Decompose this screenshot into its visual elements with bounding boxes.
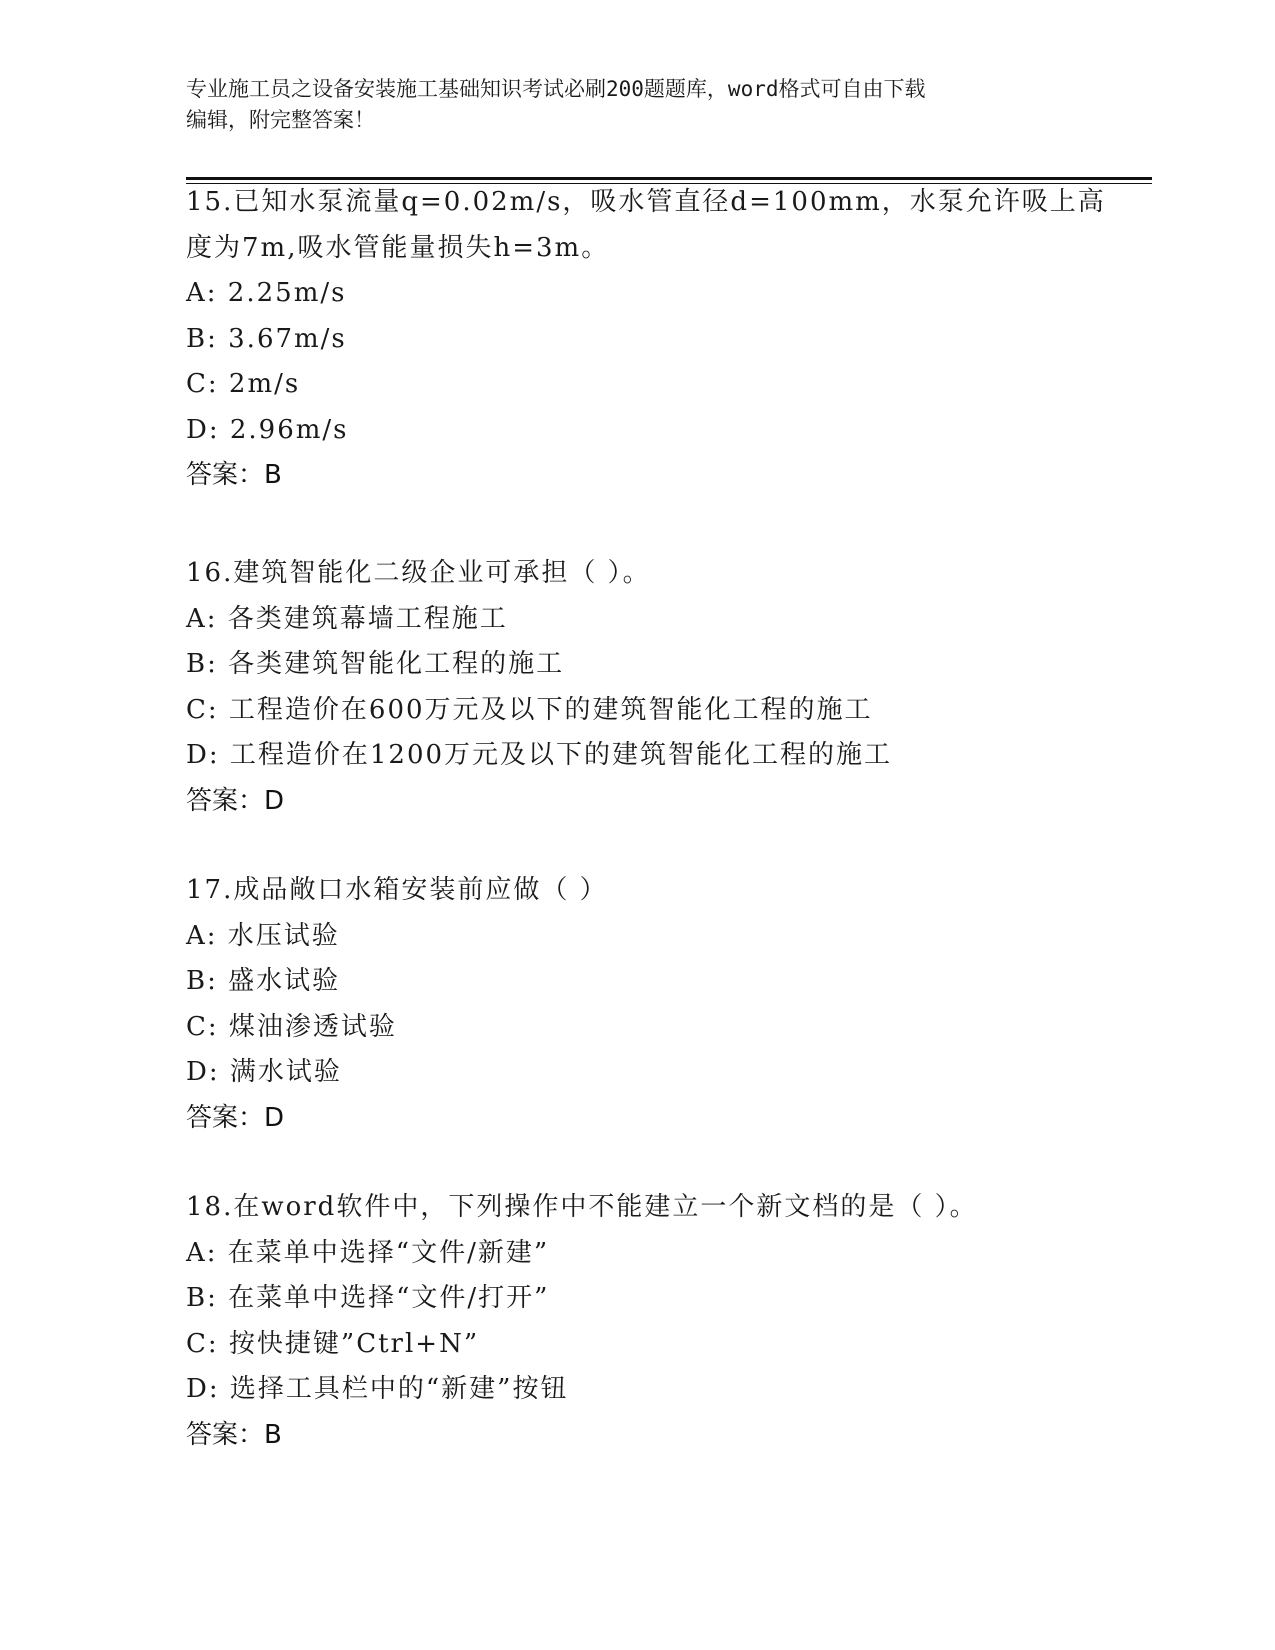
question-stem-line: 16.建筑智能化二级企业可承担（ ）。 — [186, 558, 651, 588]
option-b: B: 在菜单中选择“文件/打开” — [186, 1283, 550, 1313]
option-a: A: 水压试验 — [186, 920, 340, 951]
answer-line — [186, 453, 1086, 499]
option-d: D: 满水试验 — [186, 1057, 342, 1087]
question-17 — [186, 868, 1086, 1141]
answer-line — [186, 1096, 1086, 1142]
answer-value: D — [264, 785, 285, 816]
header-title-line-2: 编辑，附完整答案！ — [186, 108, 375, 132]
option-b: B: 3.67m/s — [186, 323, 347, 354]
header-title-line-1: 专业施工员之设备安装施工基础知识考试必刷200题题库，word格式可自由下载 — [186, 77, 926, 101]
option-b: B: 各类建筑智能化工程的施工 — [186, 649, 565, 679]
option-d: D: 2.96m/s — [186, 414, 349, 445]
question-stem-line: 18.在word软件中，下列操作中不能建立一个新文档的是（ ）。 — [186, 1192, 978, 1222]
option-d: D: 选择工具栏中的“新建”按钮 — [186, 1374, 569, 1404]
answer-value: B — [264, 460, 282, 490]
question-stem-line: 15.已知水泵流量q=0.02m/s，吸水管直径d=100mm，水泵允许吸上高 — [186, 187, 1106, 217]
option-a: A: 各类建筑幕墙工程施工 — [186, 603, 508, 634]
option-c: C: 工程造价在600万元及以下的建筑智能化工程的施工 — [186, 694, 873, 725]
option-a: A: 2.25m/s — [186, 278, 347, 308]
option-a: A: 在菜单中选择“文件/新建” — [186, 1237, 550, 1268]
option-c: C: 按快捷键”Ctrl+N” — [186, 1328, 480, 1359]
question-15 — [186, 180, 1106, 499]
question-stem-line: 度为7m,吸水管能量损失h=3m。 — [186, 232, 610, 263]
option-c: C: 2m/s — [186, 369, 301, 399]
option-c: C: 煤油渗透试验 — [186, 1011, 397, 1042]
answer-line — [186, 1413, 1086, 1459]
question-16 — [186, 551, 1086, 824]
answer-label: 答案： — [186, 785, 265, 816]
question-stem-line: 17.成品敞口水箱安装前应做（ ） — [186, 875, 608, 905]
question-18 — [186, 1185, 1086, 1458]
answer-label: 答案： — [186, 1102, 265, 1133]
document-header — [186, 74, 1086, 136]
answer-label: 答案： — [186, 1419, 265, 1450]
option-b: B: 盛水试验 — [186, 966, 341, 996]
answer-value: D — [264, 1102, 285, 1133]
answer-label: 答案： — [186, 460, 265, 490]
answer-line — [186, 779, 1086, 825]
answer-value: B — [264, 1419, 282, 1450]
option-d: D: 工程造价在1200万元及以下的建筑智能化工程的施工 — [186, 740, 893, 770]
